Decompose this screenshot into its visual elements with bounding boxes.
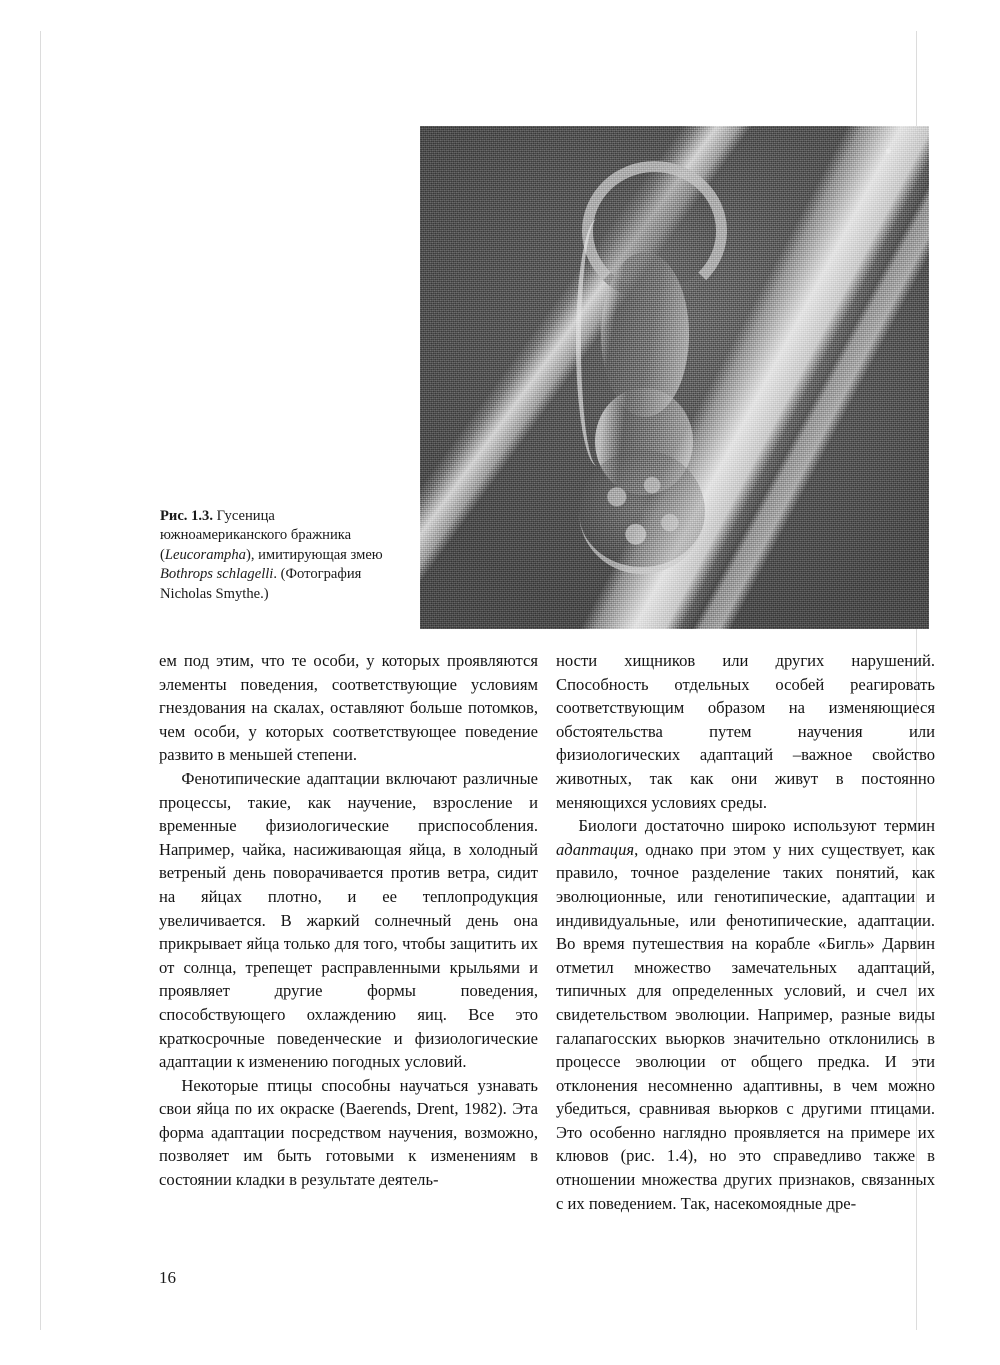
- paragraph-bird-egg-learning: Некоторые птицы способны научаться узнавать свои яйца по их окраске (Baerends, Drent, 1982). Эта форма адаптации посредством научения, возможно, позволяет им быть готовыми к изменениям в состоянии кладки в результате деятель-: [159, 1075, 538, 1190]
- left-text-column: [159, 649, 538, 1259]
- figure-caption-text-3: . (Фотография Nicholas Smythe.): [160, 566, 362, 602]
- paragraph-predator-disturbance: ности хищников или других нарушений. Способность отдельных особей реагировать соответствующим образом на изменяющиеся обстоятельства путем научения или физиологических адаптаций –важное свойство животных, так как они живут в постоянно меняющихся условиях среды.: [556, 651, 935, 812]
- halftone-grain-overlay: [420, 126, 929, 629]
- paragraph-adaptation-part-2: , однако при этом у них существует, как правило, точное разделение таких понятий, как эволюционные, или генотипические, адаптации и индивидуальные, или фенотипические, адаптации. Во время путешествия на корабле «Бигль» Дарвин отметил множество замечательных адаптаций, типичных для определенных условий, и счел их свидетельством эволюции. Например, разные виды галапагосских вьюрков значительно отклонились в процессе эволюции от общего предка. И эти отклонения несомненно адаптивны, в чем можно убедиться, сравнивая вьюрков с другими птицами. Это особенно наглядно проявляется на примере их клювов (рис. 1.4), но это справедливо также в отношении множества других признаков, связанных с их поведением. Так, насекомоядные дре-: [556, 839, 935, 1213]
- paragraph-adaptation-term: [556, 814, 935, 1215]
- paragraph-adaptation-part-1: Биологи достаточно широко используют термин: [578, 816, 935, 836]
- figure-caption-species-2: Bothrops schlagelli: [160, 566, 274, 583]
- figure-caption-label: Рис. 1.3.: [160, 508, 213, 524]
- page-number: 16: [159, 1268, 176, 1287]
- term-adaptation-italic: адаптация: [556, 839, 635, 859]
- figure-caption: [160, 507, 402, 604]
- figure-caption-text-1: Гусеница южноамериканского бражника (: [160, 508, 352, 563]
- paragraph-phenotypic-adaptations: Фенотипические адаптации включают различные процессы, такие, как научение, взросление и временные физиологические приспособления. Например, чайка, насиживающая яйца, в холодный ветреный день поворачивается против ветра, сидит на яйцах плотно, и ее теплопродукция увеличивается. В жаркий солнечный день она прикрывает яйца только для того, чтобы защитить их от солнца, трепещет расправленными крыльями и проявляет другие формы поведения, способствующего охлаждению яиц. Все это краткосрочные поведенческие и физиологические адаптации к изменению погодных условий.: [159, 768, 538, 1072]
- figure-photograph: [420, 126, 929, 629]
- scanned-page-sheet: [40, 31, 935, 1330]
- paragraph-continuation: ем под этим, что те особи, у которых проявляются элементы поведения, соответствующие условиям гнездования на скалах, оставляют больше потомков, чем особи, у которых соответствующее поведение развито в меньшей степени.: [159, 651, 538, 765]
- figure-caption-text-2: ), имитирующая змею: [245, 546, 383, 563]
- figure-caption-species-1: Leucorampha: [164, 546, 246, 563]
- body-text-columns: [159, 649, 935, 1259]
- right-text-column: [556, 649, 935, 1259]
